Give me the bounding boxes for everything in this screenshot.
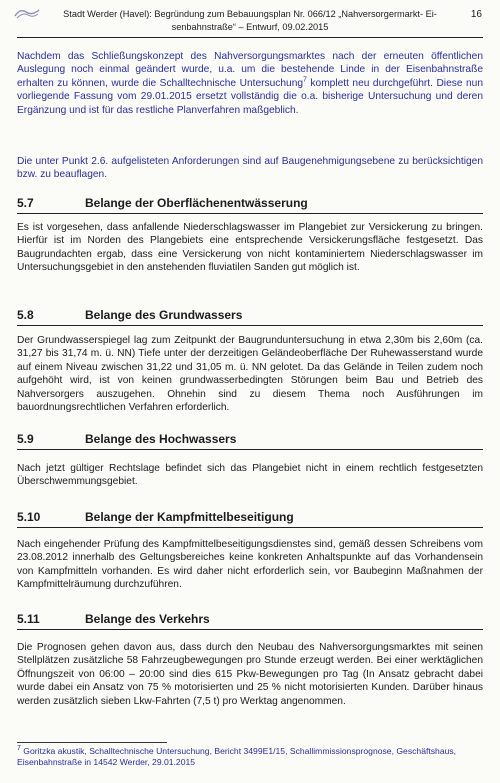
section-number: 5.7 [17, 196, 34, 210]
section-text-5-11: Die Prognosen gehen davon aus, dass durch den Neubau des Nahversorgungsmarktes mit seinen Stellplätzen zusätzliche 58 Fahrzeugbewegungen pro Stunde erzeugt werden. Bei einer werktäglichen Öffnungszeit von 06:00 – 20:00 sind dies 615 Pkw-Bewegungen pro Tag (In Ansatz gebracht dabei wurde dabei ein Ansatz von 75 % motorisierten und 25 % nicht motorisierten Kunden. Darüber hinaus werden zusätzlich sieben Lkw-Fahrten (7,5 t) pro Werktag angenommen. [17, 642, 483, 707]
section-text-5-9: Nach jetzt gültiger Rechtslage befindet sich das Plangebiet nicht in einem rechtlich festgesetzten Überschwemmungsgebiet. [17, 463, 483, 488]
header-rule [17, 37, 483, 38]
city-logo [14, 6, 40, 20]
intro-paragraph-2: Die unter Punkt 2.6. aufgelisteten Anforderungen sind auf Baugenehmigungsebene zu berücksichtigen bzw. zu beauflagen. [17, 156, 483, 181]
section-rule [17, 213, 483, 214]
intro-paragraph-1: Nachdem das Schließungskonzept des Nahversorgungsmarktes nach der erneuten öffentlichen Auslegung noch einmal geändert wurde, u.a. um die bestehende Linde in der Eisenbahnstraße erhalten zu können, wurde die Schalltechnische Untersuchung$^7$ komplett neu durchgeführt. Diese nun vorliegende Fassung vom 29.01.2015 ersetzt vollständig die o.a. bisherige Untersuchung und deren Ergänzung und ist für das restliche Planverfahren maßgeblich. [17, 51, 483, 116]
section-text-5-10: Nach eingehender Prüfung des Kampfmittelbeseitigungsdienstes sind, gemäß dessen Schreibens vom 23.08.2012 innerhalb des Geltungsbereiches keine konkreten Anhaltspunkte auf das Vorhandensein von Kampfmitteln vorhanden. Es wird daher nicht erforderlich sein, vor Baubeginn Maßnahmen der Kampfmittelräumung durchzuführen. [17, 539, 483, 591]
page-number: 16 [470, 9, 482, 20]
section-number: 5.9 [17, 432, 34, 446]
section-title: Belange des Hochwassers [85, 432, 237, 446]
footnote-marker: 7 [17, 745, 21, 753]
section-heading-5-10 [17, 510, 483, 525]
section-rule [17, 527, 483, 528]
section-heading-5-8 [17, 308, 483, 323]
footnote [17, 746, 483, 768]
section-number: 5.10 [17, 510, 41, 524]
header-line-2: senbahnstraße“ – Entwurf, 09.02.2015 [171, 22, 329, 32]
section-rule [17, 629, 483, 630]
section-title: Belange des Verkehrs [85, 612, 210, 626]
section-heading-5-11 [17, 612, 483, 627]
footnote-ref: 7 [303, 76, 307, 84]
section-title: Belange der Oberflächenentwässerung [85, 196, 308, 210]
section-number: 5.11 [17, 612, 40, 626]
section-text-5-7: Es ist vorgesehen, dass anfallende Niederschlagswasser im Plangebiet zur Versickerung zu bringen. Hierfür ist im Norden des Plangebiets eine entsprechende Versickerungsfläche festgesetzt. Das Baugrundachten ergab, dass eine Versickerung von nicht kontaminiertem Niederschlagswasser im Untersuchungsgebiet in den anstehenden fluviatilen Sanden gut möglich ist. [17, 222, 483, 274]
section-title: Belange des Grundwassers [85, 308, 243, 322]
section-title: Belange der Kampfmittelbeseitigung [85, 510, 294, 524]
section-text-5-8: Der Grundwasserspiegel lag zum Zeitpunkt der Baugrunduntersuchung in etwa 2,30m bis 2,60m (ca. 31,27 bis 31,74 m. ü. NN) Tiefe unter der derzeitigen Geländeoberfläche Der Ruhewasserstand wurde auf einem Niveau zwischen 31,22 und 31,05 m. ü. NN gelotet. Da das Gelände in Teilen zudem noch aufgehöht wird, ist von keinen grundwasserbedingten Störungen beim Bau und Betrieb des Nahversorgers auszugehen. Ohnehin sind zu diesem Thema noch Ausführungen im bauordnungsrechtlichen Verfahren erforderlich. [17, 335, 483, 414]
page-header [55, 8, 445, 34]
footnote-separator [17, 742, 167, 743]
header-line-1: Stadt Werder (Havel): Begründung zum Bebauungsplan Nr. 066/12 „Nahversorgermarkt- Ei- [63, 9, 437, 19]
section-heading-5-9 [17, 432, 483, 447]
section-rule [17, 325, 483, 326]
footnote-text: Goritzka akustik, Schalltechnische Untersuchung, Bericht 3499E1/15, Schallimmissionsprognose, Geschäftshaus, Eisenbahnstraße in 14542 Werder, 29.01.2015 [17, 746, 457, 767]
section-heading-5-7 [17, 196, 483, 211]
section-number: 5.8 [17, 308, 34, 322]
section-rule [17, 449, 483, 450]
